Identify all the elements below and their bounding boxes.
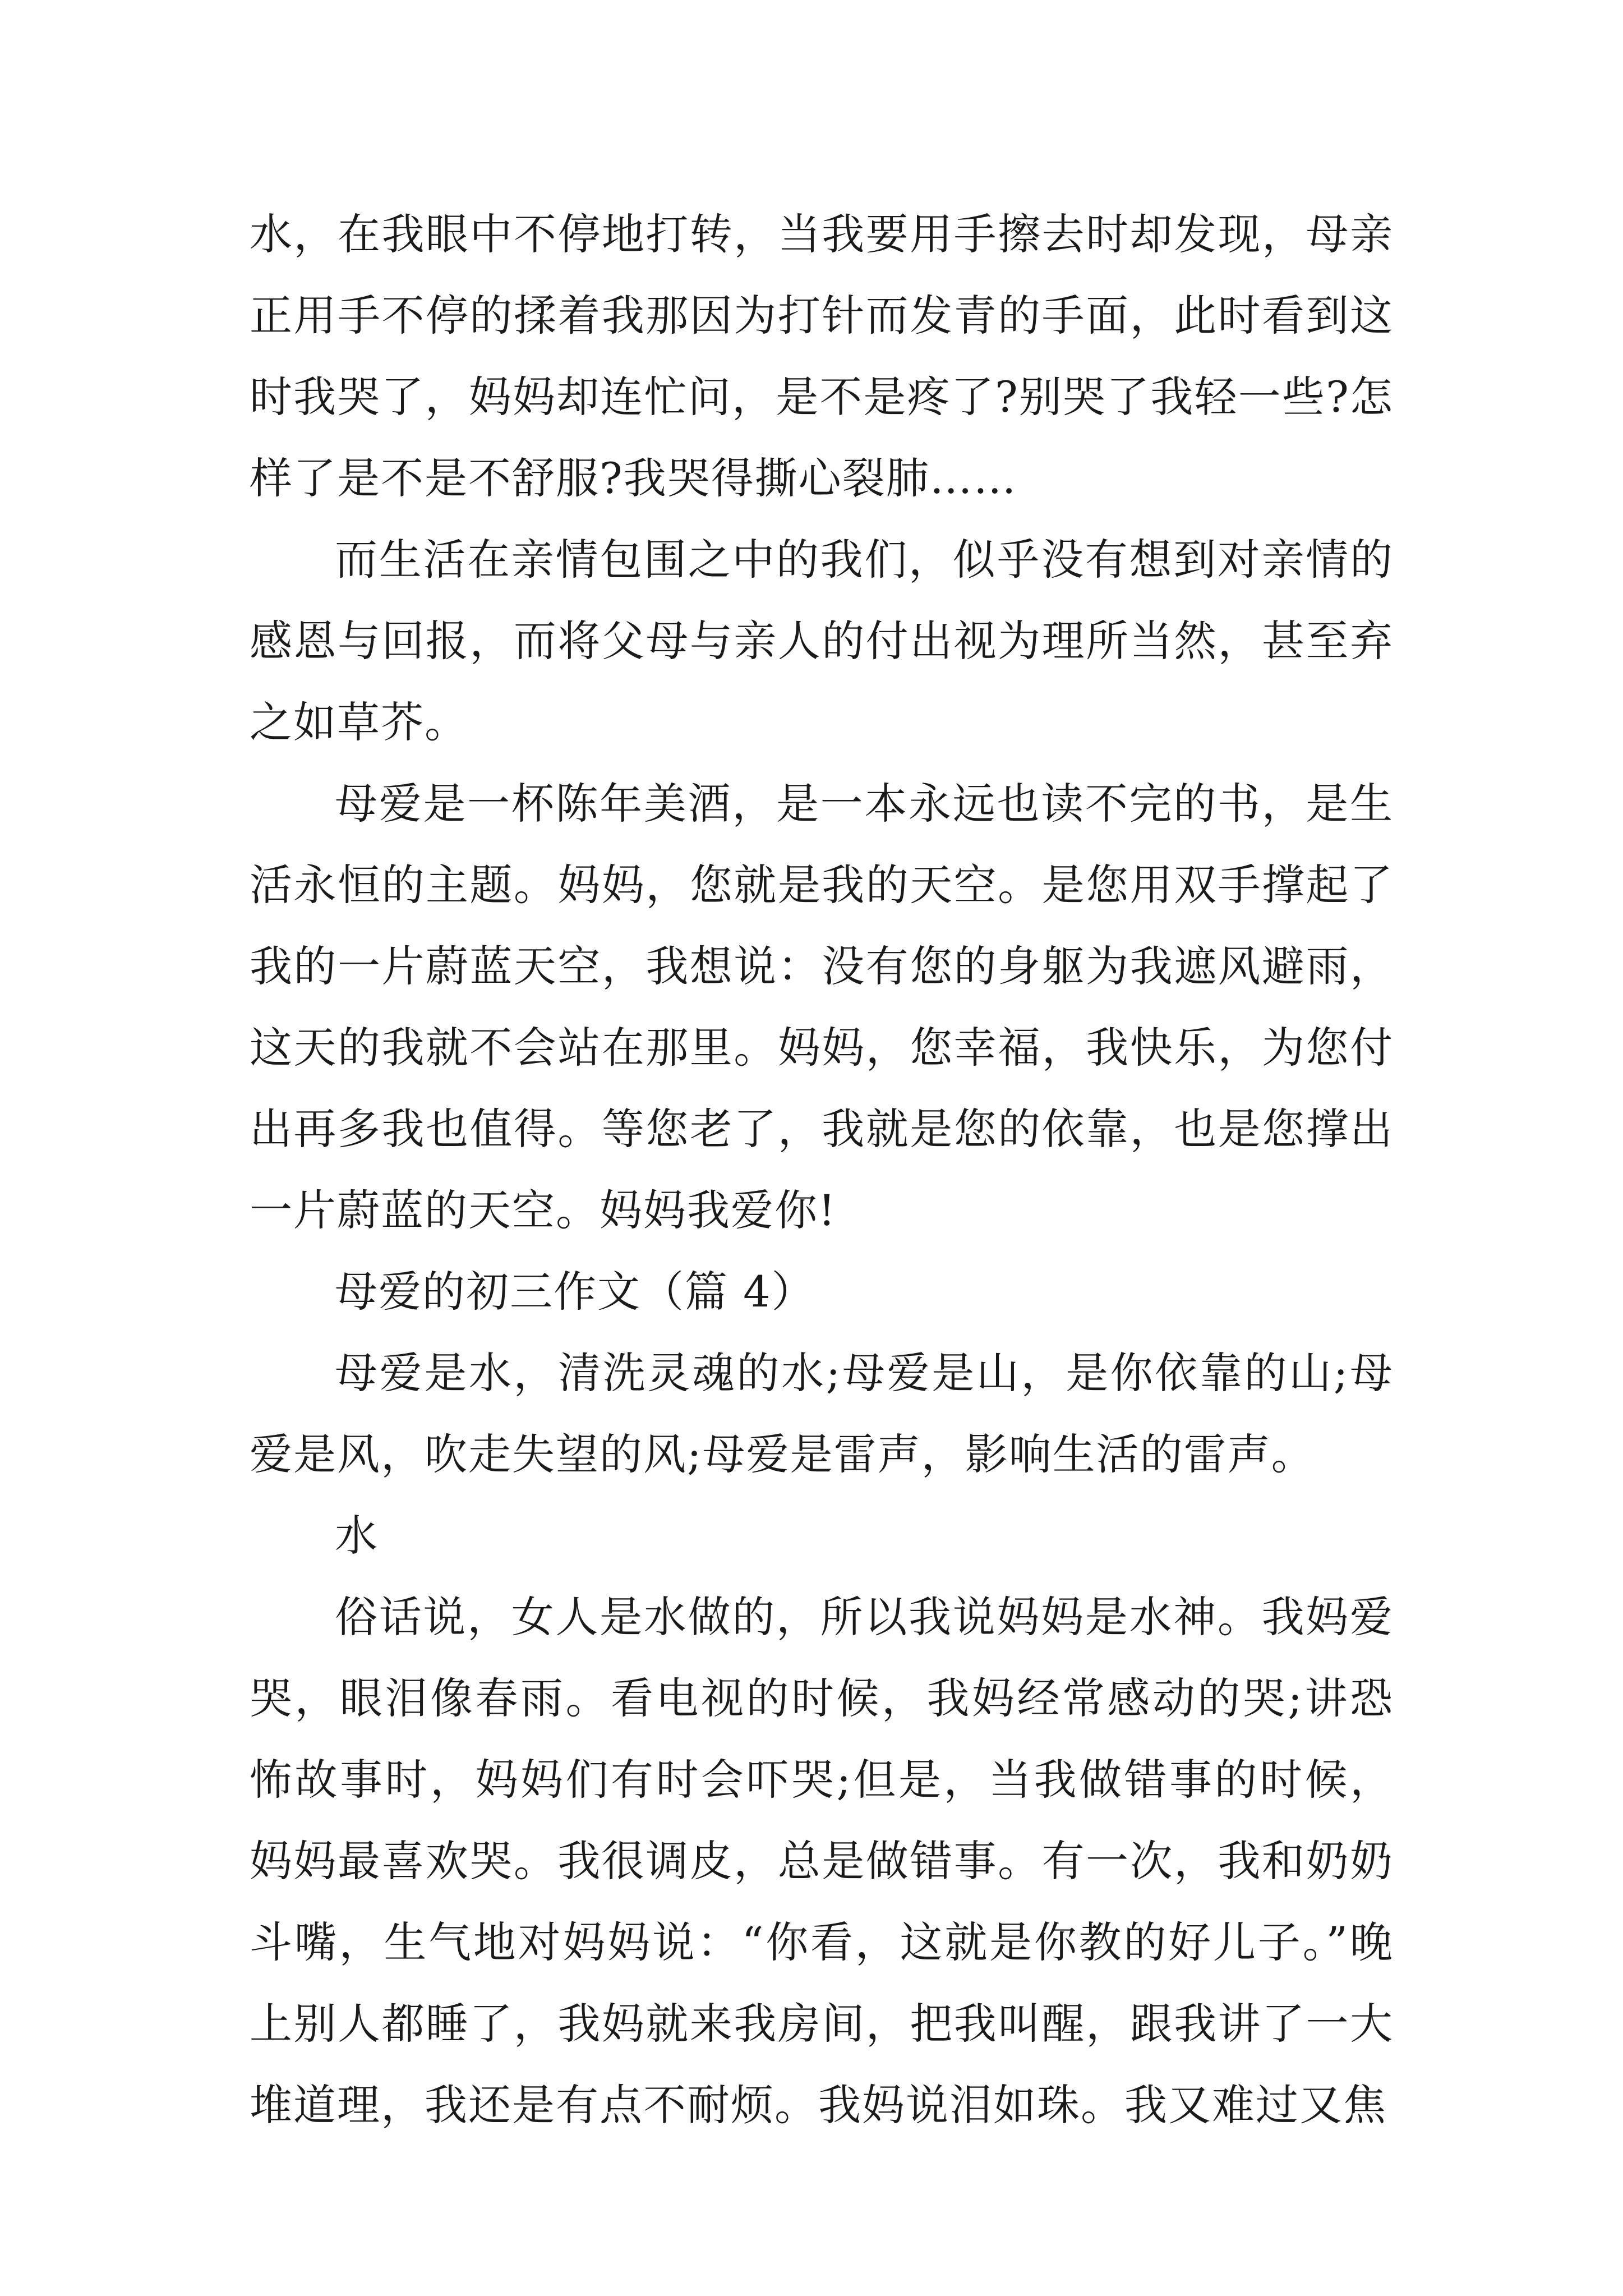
paragraph-2: 而生活在亲情包围之中的我们，似乎没有想到对亲情的感恩与回报，而将父母与亲人的付出视为理所当然，甚至弃之如草芥。 bbox=[250, 535, 1394, 747]
paragraph-3: 母爱是一杯陈年美酒，是一本永远也读不完的书，是生活永恒的主题。妈妈，您就是我的天空。是您用双手撑起了我的一片蔚蓝天空，我想说：没有您的身躯为我遮风避雨，这天的我就不会站在那里。妈妈，您幸福，我快乐，为您付出再多我也值得。等您老了，我就是您的依靠，也是您撑出一片蔚蓝的天空。妈妈我爱你! bbox=[250, 779, 1394, 1235]
paragraph-5: 俗话说，女人是水做的，所以我说妈妈是水神。我妈爱哭，眼泪像春雨。看电视的时候，我妈经常感动的哭;讲恐怖故事时，妈妈们有时会吓哭;但是，当我做错事的时候，妈妈最喜欢哭。我很调皮，总是做错事。有一次，我和奶奶斗嘴，生气地对妈妈说：“你看，这就是你教的好儿子。”晚上别人都睡了，我妈就来我房间，把我叫醒，跟我讲了一大堆道理，我还是有点不耐烦。我妈说泪如珠。我又难过又焦 bbox=[250, 1592, 1394, 2130]
paragraph-1: 水，在我眼中不停地打转，当我要用手擦去时却发现，母亲正用手不停的揉着我那因为打针而发青的手面，此时看到这时我哭了，妈妈却连忙问，是不是疼了?别哭了我轻一些?怎样了是不是不舒服?我哭得撕心裂肺…… bbox=[250, 209, 1394, 503]
subheading-water: 水 bbox=[335, 1511, 379, 1561]
section-heading: 母爱的初三作文（篇 4） bbox=[335, 1267, 815, 1317]
document-body bbox=[250, 194, 1394, 2146]
paragraph-4: 母爱是水，清洗灵魂的水;母爱是山，是你依靠的山;母爱是风，吹走失望的风;母爱是雷声，影响生活的雷声。 bbox=[250, 1348, 1394, 1479]
